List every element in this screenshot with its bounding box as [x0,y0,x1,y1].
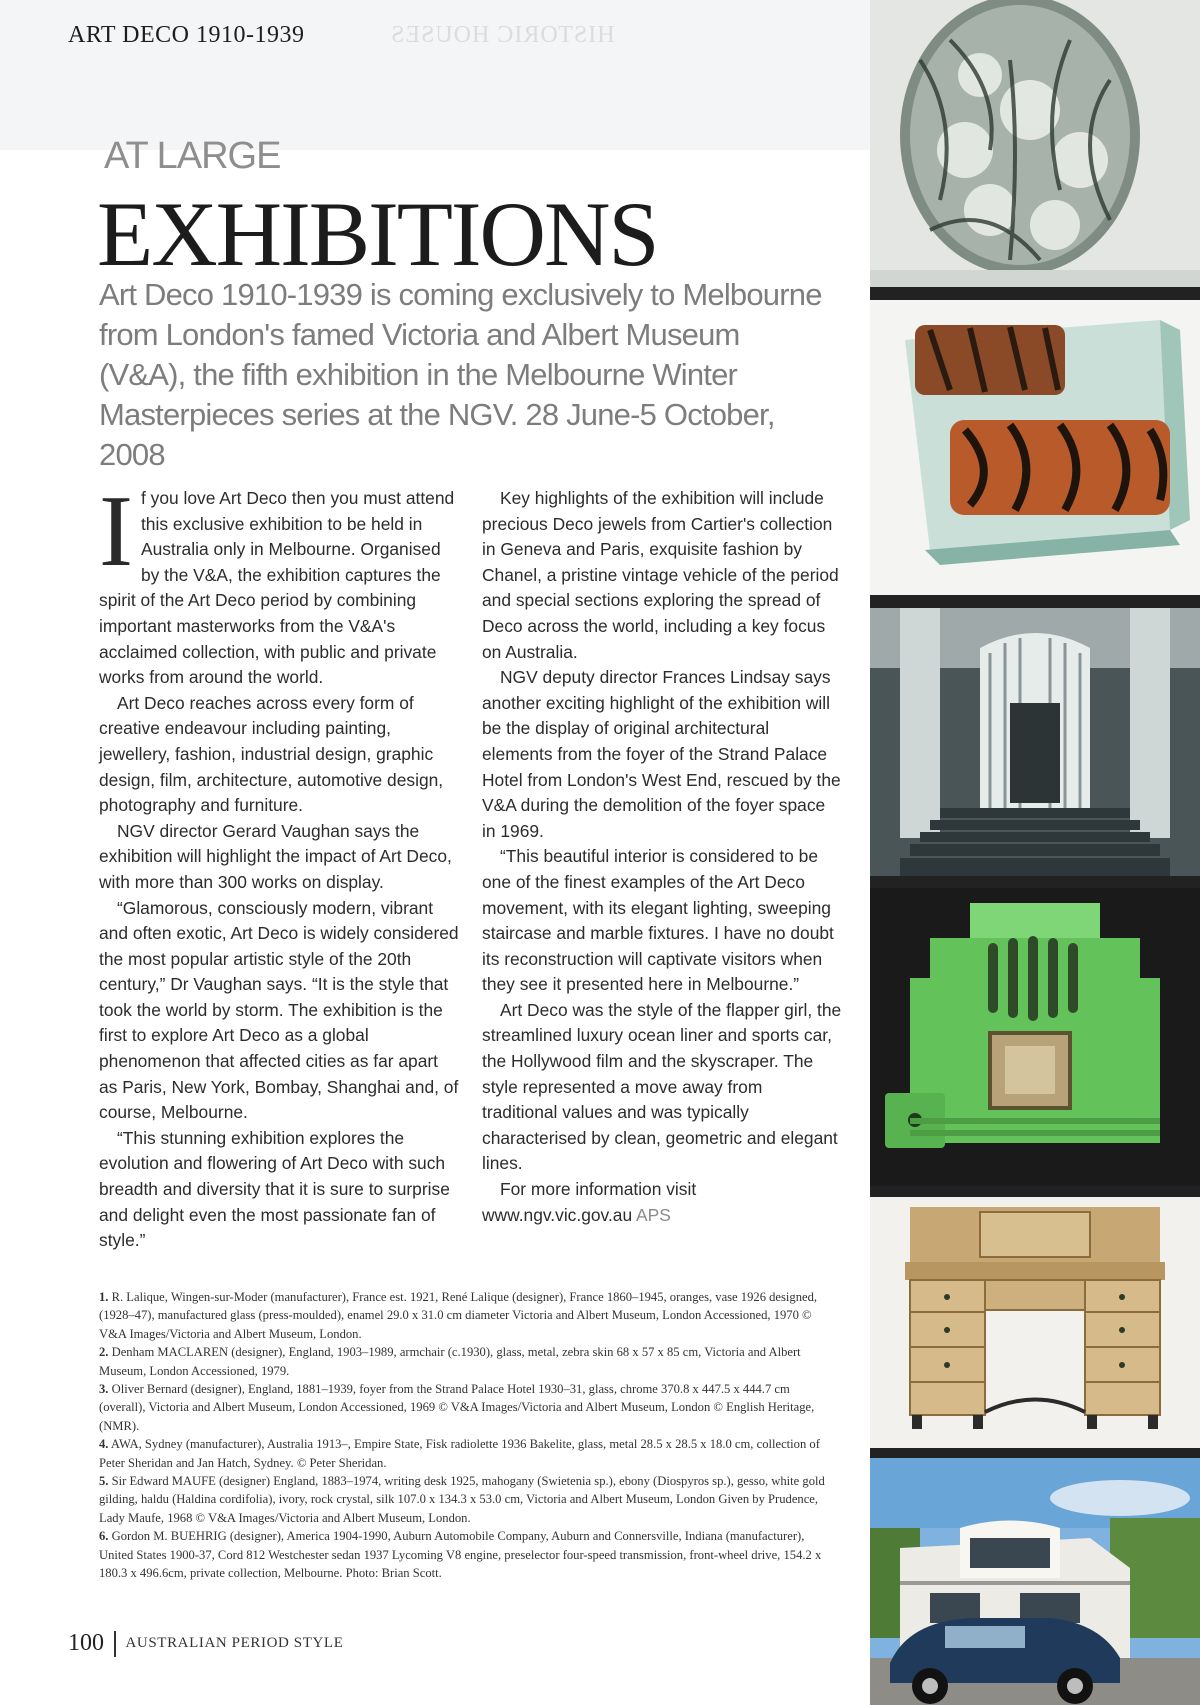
drop-cap: I [99,475,133,588]
magazine-name: AUSTRALIAN PERIOD STYLE [125,1635,344,1651]
radio-illustration [870,888,1200,1186]
armchair-illustration [870,300,1200,595]
caption-text: Denham MACLAREN (designer), England, 1903–1989, armchair (c.1930), glass, metal, zebra skin 68 x 57 x 85 cm, Victoria and Albert Museum, London Accessioned, 1979. [99,1345,801,1378]
photo-zebra-armchair [870,300,1200,595]
caption-text: AWA, Sydney (manufacturer), Australia 1913–, Empire State, Fisk radiolette 1936 Bakelite, glass, metal 28.5 x 28.5 x 18.0 cm, collection of Peter Sheridan and Jan Hatch, Sydney. © Peter Sheridan. [99,1437,820,1470]
caption-item [99,1435,839,1472]
article-paragraph [482,1177,842,1228]
article-paragraph: Art Deco was the style of the flapper girl, the streamlined luxury ocean liner and sports car, the Hollywood film and the skyscraper. The style represented a move away from traditional values and was typically characterised by clean, geometric and elegant lines. [482,999,842,1174]
caption-number: 4. [99,1437,109,1452]
page-title: EXHIBITIONS [97,183,658,285]
footer-divider [114,1631,116,1657]
caption-item [99,1288,839,1343]
show-through-title: HISTORIC HOUSES [390,22,615,48]
caption-text: Sir Edward MAUFE (designer) England, 1883–1974, writing desk 1925, mahogany (Swietenia sp.), ebony (Diospyros sp.), gesso, white gold gilding, haldu (Haldina cordifolia), ivory, rock crystal, silk 107.0 x 134.3 x 53.0 cm, Victoria and Albert Museum, London Given by Prudence, Lady Maufe, 1968 © V&A Images/Victoria and Albert Museum, London. [99,1474,825,1525]
closing-text: For more information visit www.ngv.vic.gov.au [482,1179,697,1225]
section-kicker: AT LARGE [104,135,281,177]
caption-item [99,1380,839,1435]
article-paragraph: NGV deputy director Frances Lindsay says another exciting highlight of the exhibition will be the display of original architectural elements from the foyer of the Strand Palace Hotel from London's West End, rescued by the V&A during the demolition of the foyer space in 1969. [482,667,841,841]
article-paragraph: “This beautiful interior is considered to be one of the finest examples of the Art Deco movement, with its elegant lighting, sweeping staircase and marble fixtures. I have no doubt its reconstruction will captivate visitors when they see it presented here in Melbourne.” [482,846,834,995]
caption-item [99,1472,839,1527]
caption-number: 5. [99,1474,109,1489]
photo-cord-car-house [870,1458,1200,1705]
photo-lalique-vase [870,0,1200,287]
caption-text: Gordon M. BUEHRIG (designer), America 1904-1990, Auburn Automobile Company, Auburn and Connersville, Indiana (manufacturer), United States 1900-37, Cord 812 Westchester sedan 1937 Lycoming V8 engine, preselector four-speed transmission, front-wheel drive, 154.2 x 180.3 x 496.6cm, private collection, Melbourne. Photo: Brian Scott. [99,1529,822,1581]
page-number: 100 [68,1630,104,1656]
caption-text: Oliver Bernard (designer), England, 1881–1939, foyer from the Strand Palace Hotel 1930–31, glass, chrome 370.8 x 447.5 x 444.7 cm (overall), Victoria and Albert Museum, London Accessioned, 1969 © V&A Images/Victoria and Albert Museum, London © English Heritage, (NMR). [99,1382,815,1433]
article-column-right [482,486,842,1228]
article-paragraph: NGV director Gerard Vaughan says the exhibition will highlight the impact of Art Deco, with more than 300 works on display. [99,820,452,892]
caption-number: 1. [99,1290,109,1304]
caption-number: 2. [99,1345,109,1360]
running-title: ART DECO 1910-1939 [68,22,305,48]
caption-number: 6. [99,1529,109,1544]
article-paragraph: “This stunning exhibition explores the evolution and flowering of Art Deco with such breadth and diversity that it is sure to surprise and delight even the most passionate fan of style.” [99,1127,450,1251]
article-intro: Art Deco 1910-1939 is coming exclusively to Melbourne from London's famed Victoria and Albert Museum (V&A), the fifth exhibition in the Melbourne Winter Masterpieces series at the NGV. 28 June-5 October, 2008 [99,277,822,472]
article-paragraph [99,475,459,691]
article-paragraph: “Glamorous, consciously modern, vibrant and often exotic, Art Deco is widely considered the most popular artistic style of the 20th century,” Dr Vaughan says. “It is the style that took the world by storm. The exhibition is the first to explore Art Deco as a global phenomenon that affected cities as far apart as Paris, New York, Bombay, Shanghai and, of course, Melbourne. [99,897,459,1123]
caption-number: 3. [99,1382,109,1397]
photo-green-radio [870,888,1200,1186]
caption-item [99,1527,839,1582]
image-captions [99,1288,839,1583]
foyer-illustration [870,608,1200,876]
article-paragraph: Key highlights of the exhibition will include precious Deco jewels from Cartier's collection in Geneva and Paris, exquisite fashion by Chanel, a pristine vintage vehicle of the period and special sections exploring the spread of Deco across the world, including a key focus on Australia. [482,488,839,662]
page-footer [68,1630,343,1657]
photo-hotel-foyer [870,608,1200,876]
signature: APS [636,1204,671,1225]
car-house-illustration [870,1458,1200,1705]
article-column-left [99,475,459,1254]
photo-writing-desk [870,1197,1200,1448]
vase-illustration [870,0,1200,287]
caption-item [99,1343,839,1380]
paragraph-text: f you love Art Deco then you must attend this exclusive exhibition to be held in Australia only in Melbourne. Organised by the V&A, the exhibition captures the spirit of the Art Deco period by combining important masterworks from the V&A's acclaimed collection, with public and private works from around the world. [99,488,455,688]
article-paragraph: Art Deco reaches across every form of creative endeavour including painting, jewellery, fashion, industrial design, graphic design, film, architecture, automotive design, photography and furniture. [99,692,444,816]
desk-illustration [870,1197,1200,1448]
caption-text: R. Lalique, Wingen-sur-Moder (manufacturer), France est. 1921, René Lalique (designer), France 1860–1945, oranges, vase 1926 designed, (1928–47), manufactured glass (press-moulded), enamel 29.0 x 31.0 cm diameter Victoria and Albert Museum, London Accessioned, 1970 © V&A Images/Victoria and Albert Museum, London. [99,1290,818,1341]
